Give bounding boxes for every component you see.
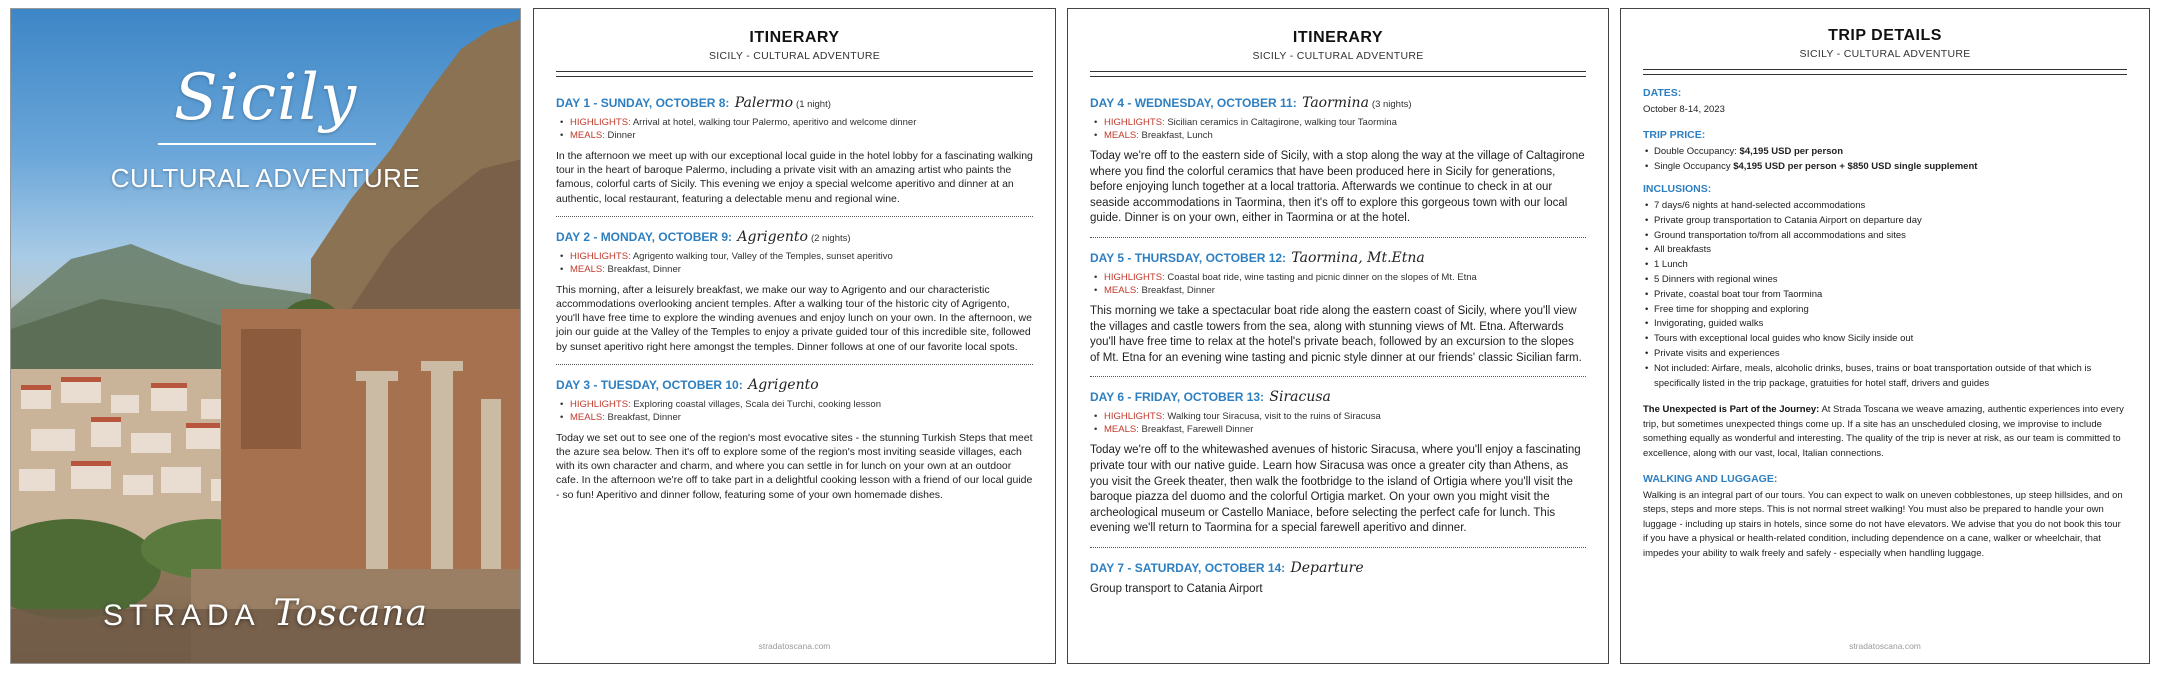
brand-main: STRADA — [102, 599, 260, 632]
dotted-divider — [556, 364, 1033, 365]
dotted-divider — [1090, 547, 1586, 548]
day-heading: DAY 2 - MONDAY, OCTOBER 9: Agrigento (2 nights) — [556, 228, 851, 245]
inclusions-list — [1643, 199, 2127, 391]
cover-title: Sicily — [173, 61, 358, 135]
page-title: TRIP DETAILS — [1828, 27, 1942, 44]
day-section — [556, 229, 1033, 354]
inclusion-item: • Private, coastal boat tour from Taormina — [1643, 288, 2127, 303]
walking-paragraph: Walking is an integral part of our tours. You can expect to walk on uneven cobblestones, up steep hillsides, and on steps, steps and more steps. This is not normal street walking! You must also be prepared to handle your own luggage - including up stairs in hotels, since some do not have elevators. We advise that you do not book this tour if you have a physical or health-related condition, including dependence on a cane, walker or wheelchair, that impedes your ability to walk freely and safely - especially when handling luggage. — [1643, 489, 2123, 559]
cover-divider — [158, 143, 376, 145]
day-section — [1090, 389, 1586, 537]
day-description: Today we're off to the whitewashed avenues of historic Siracusa, where you'll enjoy a fascinating private tour with our native guide. Learn how Siracusa was once a greater city than Athens, as you visit the Greek theater, then walk the footbridge to the island of Ortigia where you'll visit the baroque piazza del duomo and the colorful Ortigia market. On your own you might visit the archeological museum or Castello Maniace, before selecting the perfect cafe for lunch. This evening we'll return to Taormina for a special farewell aperitivo and dinner. — [1090, 444, 1581, 535]
dates-heading: DATES: — [1643, 87, 1682, 99]
day-heading: DAY 7 - SATURDAY, OCTOBER 14: Departure — [1090, 559, 1364, 576]
day-section — [556, 95, 1033, 206]
day-section — [1090, 250, 1586, 366]
brand-script: Toscana — [273, 593, 428, 634]
walking-heading: WALKING AND LUGGAGE: — [1643, 472, 1778, 485]
cover-subtitle: CULTURAL ADVENTURE — [110, 163, 421, 193]
inclusion-item: • Free time for shopping and exploring — [1643, 303, 2127, 318]
itinerary-page-2 — [1067, 8, 1609, 664]
day-bullets — [1094, 272, 1586, 296]
day-description: Today we set out to see one of the region's most evocative sites - the stunning Turkish Steps that meet the azure sea below. Then it's off to explore some of the region's most inviting seaside villages, each with its own character and charm, and where you can settle in for lunch on your own at an outdoor cafe. In the afternoon we're off to take part in a delightful cooking lesson with a friend of our local guide - so fun! Aperitivo and dinner follow, featuring some of your own homemade dishes. — [556, 431, 1033, 501]
dotted-divider — [1090, 237, 1586, 238]
day-heading: DAY 4 - WEDNESDAY, OCTOBER 11: Taormina (3 nights) — [1090, 95, 1412, 111]
day-description: In the afternoon we meet up with our exceptional local guide in the hotel lobby for a fascinating walking tour in the heart of baroque Palermo, including a private visit with an amazing artist who paints the famous, colorful carts of Sicily. This evening we enjoy a special welcome aperitivo and dinner at an authentic, local restaurant, featuring a delectable menu and regional wine. — [556, 150, 1033, 205]
inclusion-item: • Not included: Airfare, meals, alcoholic drinks, buses, trains or boat transportation outside of that which is specifically listed in the trip package, gratuities for hotel staff, drivers and guides — [1643, 362, 2127, 392]
meals-item: • MEALS: Dinner — [560, 130, 1033, 141]
dates-value: October 8-14, 2023 — [1643, 104, 1725, 115]
meals-item: • MEALS: Breakfast, Lunch — [1094, 130, 1586, 141]
inclusion-item: • All breakfasts — [1643, 243, 2127, 258]
meals-item: • MEALS: Breakfast, Farewell Dinner — [1094, 424, 1586, 435]
meals-item: • MEALS: Breakfast, Dinner — [560, 412, 1033, 423]
footer-link[interactable]: stradatoscana.com — [1849, 641, 1921, 651]
brand-logo — [11, 593, 520, 634]
day-section — [1090, 95, 1586, 227]
highlights-item: • HIGHLIGHTS: Walking tour Siracusa, visit to the ruins of Siracusa — [1094, 411, 1586, 422]
day-heading: DAY 3 - TUESDAY, OCTOBER 10: Agrigento — [556, 376, 819, 393]
dotted-divider — [556, 216, 1033, 217]
inclusions-heading: INCLUSIONS: — [1643, 183, 1712, 195]
highlights-item: • HIGHLIGHTS: Agrigento walking tour, Valley of the Temples, sunset aperitivo — [560, 251, 1033, 262]
page-title: ITINERARY — [1292, 29, 1384, 46]
page-subtitle: SICILY - CULTURAL ADVENTURE — [1799, 48, 1971, 60]
trip-details-page — [1620, 8, 2150, 664]
price-single: • Single Occupancy $4,195 USD per person + $850 USD single supplement — [1643, 160, 2127, 175]
itinerary-page-1 — [533, 8, 1056, 664]
inclusion-item: • Tours with exceptional local guides who know Sicily inside out — [1643, 332, 2127, 347]
day-description: Group transport to Catania Airport — [1090, 582, 1263, 595]
page-subtitle: SICILY - CULTURAL ADVENTURE — [1252, 50, 1424, 62]
highlights-item: • HIGHLIGHTS: Coastal boat ride, wine tasting and picnic dinner on the slopes of Mt. Etna — [1094, 272, 1586, 283]
day-bullets — [560, 251, 1033, 275]
inclusion-item: • Private visits and experiences — [1643, 347, 2127, 362]
day-bullets — [1094, 117, 1586, 141]
inclusion-item: • Ground transportation to/from all accommodations and sites — [1643, 229, 2127, 244]
inclusion-item: • 7 days/6 nights at hand-selected accommodations — [1643, 199, 2127, 214]
price-heading: TRIP PRICE: — [1643, 129, 1706, 142]
dotted-divider — [1090, 376, 1586, 377]
day-bullets — [1094, 411, 1586, 435]
day-description: This morning, after a leisurely breakfast, we make our way to Agrigento and our characteristic accommodations overlooking ancient temples. After a walking tour of the historic city of Agrigento, you'll have free time to explore the winding avenues and enjoy lunch on your own. In the afternoon, we join our guide at the Valley of the Temples to enjoy a private guided tour of this incredible site, followed by sunset aperitivo right here amongst the temples. Dinner follows at one of our favorite local spots. — [556, 283, 1032, 353]
inclusion-item: • 1 Lunch — [1643, 258, 2127, 273]
day-bullets — [560, 399, 1033, 423]
header-divider — [1643, 69, 2127, 75]
header-divider — [556, 71, 1033, 77]
highlights-item: • HIGHLIGHTS: Exploring coastal villages, Scala dei Turchi, cooking lesson — [560, 399, 1033, 410]
price-double: • Double Occupancy: $4,195 USD per person — [1643, 145, 2127, 160]
price-list — [1643, 145, 2127, 175]
day-heading: DAY 6 - FRIDAY, OCTOBER 13: Siracusa — [1090, 389, 1331, 406]
day-heading: DAY 1 - SUNDAY, OCTOBER 8: Palermo (1 night) — [556, 95, 831, 111]
day-description: Today we're off to the eastern side of Sicily, with a stop along the way at the village of Caltagirone where you find the colorful ceramics that have been produced here in Sicily for generations, before enjoying lunch together at a local trattoria. Afterwards we continue to check in at our seaside accommodations in Taormina, then it's off to explore this gorgeous town with our local guide. Dinner is on your own, either in Taormina or at the hotel. — [1090, 150, 1585, 225]
day-bullets — [560, 117, 1033, 141]
inclusion-item: • Invigorating, guided walks — [1643, 317, 2127, 332]
meals-item: • MEALS: Breakfast, Dinner — [560, 264, 1033, 275]
header-divider — [1090, 71, 1586, 77]
footer-link[interactable]: stradatoscana.com — [758, 641, 831, 651]
inclusion-item: • 5 Dinners with regional wines — [1643, 273, 2127, 288]
inclusion-item: • Private group transportation to Catania Airport on departure day — [1643, 214, 2127, 229]
day-description: This morning we take a spectacular boat ride along the eastern coast of Sicily, where you'll view the villages and castle towers from the sea, along with stunning views of Mt. Etna. Afterwards you'll have free time to relax at the hotel's private beach, followed by an excursion to the slopes of Mt. Etna for an evening wine tasting and picnic style dinner at our friends' classic Sicilian farm. — [1090, 304, 1582, 364]
day-section — [556, 377, 1033, 502]
unexpected-paragraph: The Unexpected is Part of the Journey: At Strada Toscana we weave amazing, authentic experiences into every trip, but sometimes unexpected things come up. If a site has an unscheduled closing, we improvise to include something equally as wonderful and interesting. The quality of the trip is never at risk, as our team is committed to excellence, along with our vast, local, Italian connections. — [1643, 404, 2124, 459]
page-title: ITINERARY — [749, 29, 840, 46]
day-heading: DAY 5 - THURSDAY, OCTOBER 12: Taormina, Mt.Etna — [1090, 249, 1425, 266]
page-subtitle: SICILY - CULTURAL ADVENTURE — [708, 50, 881, 62]
highlights-item: • HIGHLIGHTS: Arrival at hotel, walking tour Palermo, aperitivo and welcome dinner — [560, 117, 1033, 128]
highlights-item: • HIGHLIGHTS: Sicilian ceramics in Caltagirone, walking tour Taormina — [1094, 117, 1586, 128]
day-section — [1090, 560, 1586, 598]
meals-item: • MEALS: Breakfast, Dinner — [1094, 285, 1586, 296]
cover-page — [10, 8, 521, 664]
